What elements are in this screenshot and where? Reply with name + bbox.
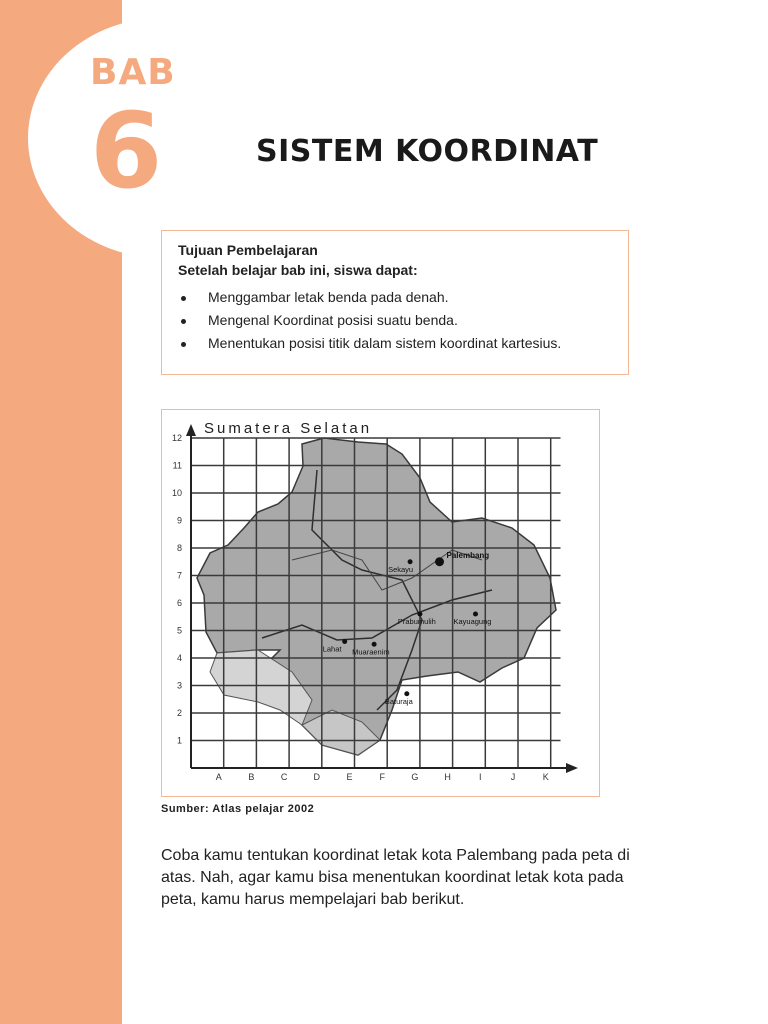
y-tick-label: 5: [176, 625, 182, 636]
city-label: Kayuagung: [453, 617, 492, 626]
body-paragraph: Coba kamu tentukan koordinat letak kota Palembang pada peta di atas. Nah, agar kamu bisa menentukan koordinat letak kota pada peta, kamu harus mempelajari bab berikut.: [161, 847, 630, 908]
city-dot: [342, 639, 347, 644]
city-label: Palembang: [446, 550, 490, 560]
x-axis-arrow: [566, 763, 578, 773]
objective-item: Mengenal Koordinat posisi suatu benda.: [178, 309, 612, 332]
x-axis-labels: [216, 772, 549, 782]
x-tick-label: I: [479, 772, 482, 782]
x-tick-label: K: [542, 772, 549, 782]
source-caption: Sumber: Atlas pelajar 2002: [161, 803, 315, 815]
map-title: Sumatera Selatan: [204, 420, 373, 437]
y-tick-label: 6: [176, 598, 182, 608]
city-label: Baturaja: [384, 696, 413, 706]
city-label: Sekayu: [388, 564, 414, 574]
chapter-number: 6: [90, 90, 163, 212]
objectives-subheading: Setelah belajar bab ini, siswa dapat:: [178, 262, 418, 278]
city-label: Lahat: [322, 644, 342, 654]
chapter-label: BAB: [90, 52, 176, 93]
y-tick-label: 8: [176, 543, 182, 553]
x-tick-label: F: [379, 772, 385, 782]
x-tick-label: J: [510, 772, 516, 782]
y-tick-label: 4: [176, 653, 182, 663]
y-tick-label: 12: [171, 433, 182, 443]
objective-item: Menggambar letak benda pada denah.: [178, 286, 612, 309]
x-tick-label: H: [444, 772, 451, 782]
y-tick-label: 11: [172, 460, 182, 471]
map-figure: [161, 409, 600, 797]
city-dot: [372, 642, 377, 647]
objectives-list: [178, 286, 612, 355]
city-dot: [408, 559, 413, 564]
chapter-title: SISTEM KOORDINAT: [256, 134, 599, 169]
y-axis-arrow: [186, 424, 196, 436]
y-tick-label: 1: [176, 735, 182, 746]
x-tick-label: B: [248, 772, 255, 782]
city-dot: [435, 557, 444, 566]
city-label: Prabumulih: [397, 617, 436, 626]
x-tick-label: G: [411, 772, 419, 782]
city-label: Muaraenim: [352, 647, 390, 657]
coordinate-map: [162, 410, 601, 798]
city-dot: [417, 612, 422, 617]
objective-item: Menentukan posisi titik dalam sistem koordinat kartesius.: [178, 332, 612, 355]
learning-objectives-box: [161, 230, 629, 375]
city-dot: [404, 691, 409, 696]
y-tick-label: 2: [176, 708, 182, 718]
y-tick-label: 3: [176, 680, 182, 691]
x-tick-label: A: [215, 772, 222, 782]
objectives-heading: Tujuan Pembelajaran: [178, 242, 318, 258]
x-tick-label: E: [346, 772, 353, 782]
y-axis-labels: [172, 433, 182, 746]
x-tick-label: C: [280, 772, 288, 782]
city-dot: [473, 612, 478, 617]
y-tick-label: 7: [176, 570, 182, 581]
region-shape: [197, 438, 556, 755]
y-tick-label: 9: [176, 515, 182, 526]
y-tick-label: 10: [171, 488, 182, 498]
x-tick-label: D: [313, 772, 321, 782]
